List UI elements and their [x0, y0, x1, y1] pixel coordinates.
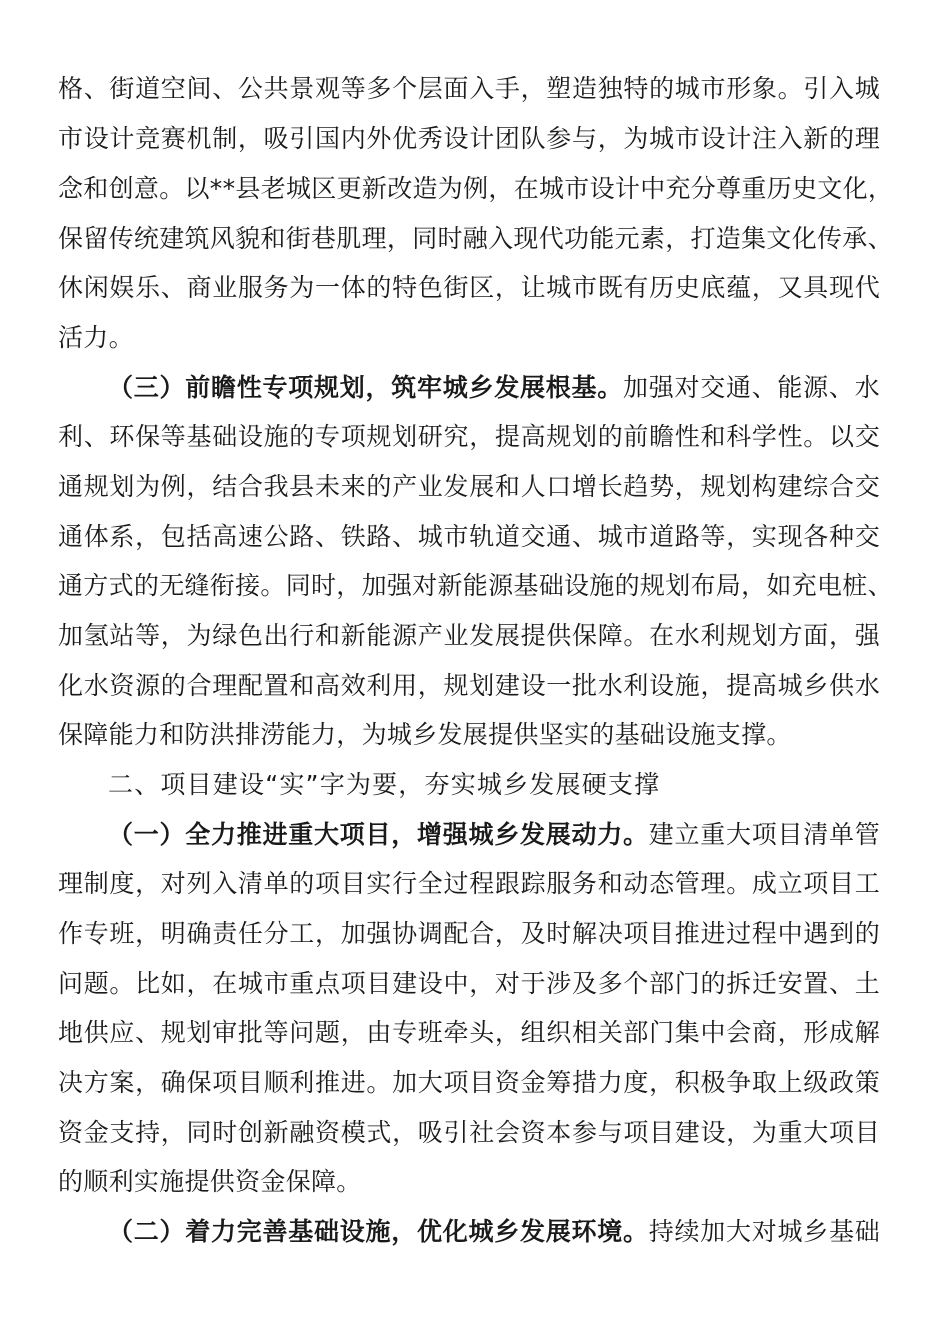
text-line: 理制度，对列入清单的项目实行全过程跟踪服务和动态管理。成立项目工	[58, 869, 880, 898]
subheading-title: （一）全力推进重大项目，增强城乡发展动力。	[108, 820, 649, 849]
text-line: 休闲娱乐、商业服务为一体的特色街区，让城市既有历史底蕴，又具现代	[58, 273, 880, 302]
text-line: 保障能力和防洪排涝能力，为城乡发展提供坚实的基础设施支撑。	[58, 720, 792, 749]
subheading-line	[108, 371, 880, 405]
text-line: 的顺利实施提供资金保障。	[58, 1167, 362, 1196]
text-line: 决方案，确保项目顺利推进。加大项目资金筹措力度，积极争取上级政策	[58, 1068, 880, 1097]
text-line: 化水资源的合理配置和高效利用，规划建设一批水利设施，提高城乡供水	[58, 671, 880, 700]
text-line: 作专班，明确责任分工，加强协调配合，及时解决项目推进过程中遇到的	[58, 919, 880, 948]
section-heading: 二、项目建设“实”字为要，夯实城乡发展硬支撑	[108, 770, 661, 799]
subheading-title: （二）着力完善基础设施，优化城乡发展环境。	[108, 1217, 649, 1246]
text-line: 加氢站等，为绿色出行和新能源产业发展提供保障。在水利规划方面，强	[58, 621, 880, 650]
text-line: 利、环保等基础设施的专项规划研究，提高规划的前瞻性和科学性。以交	[58, 422, 880, 451]
text-line: 市设计竞赛机制，吸引国内外优秀设计团队参与，为城市设计注入新的理	[58, 124, 880, 153]
text-line: 通规划为例，结合我县未来的产业发展和人口增长趋势，规划构建综合交	[58, 472, 880, 501]
text-line: 活力。	[58, 323, 134, 352]
text-line: 保留传统建筑风貌和街巷肌理，同时融入现代功能元素，打造集文化传承、	[58, 224, 893, 253]
text-line: 念和创意。以**县老城区更新改造为例，在城市设计中充分尊重历史文化，	[58, 174, 894, 203]
text-run: 持续加大对城乡基础	[648, 1217, 881, 1246]
text-line: 通体系，包括高速公路、铁路、城市轨道交通、城市道路等，实现各种交	[58, 522, 880, 551]
text-run: 建立重大项目清单管	[648, 820, 881, 849]
text-line: 资金支持，同时创新融资模式，吸引社会资本参与项目建设，为重大项目	[58, 1118, 880, 1147]
text-line: 格、街道空间、公共景观等多个层面入手，塑造独特的城市形象。引入城	[58, 74, 880, 103]
text-run: 加强对交通、能源、水	[622, 373, 880, 402]
subheading-title: （三）前瞻性专项规划，筑牢城乡发展根基。	[108, 373, 623, 402]
text-line: 问题。比如，在城市重点项目建设中，对于涉及多个部门的拆迁安置、土	[58, 969, 880, 998]
text-line: 通方式的无缝衔接。同时，加强对新能源基础设施的规划布局，如充电桩、	[58, 571, 893, 600]
subheading-line	[108, 818, 880, 852]
subheading-line	[108, 1215, 880, 1249]
text-line: 地供应、规划审批等问题，由专班牵头，组织相关部门集中会商，形成解	[58, 1018, 880, 1047]
